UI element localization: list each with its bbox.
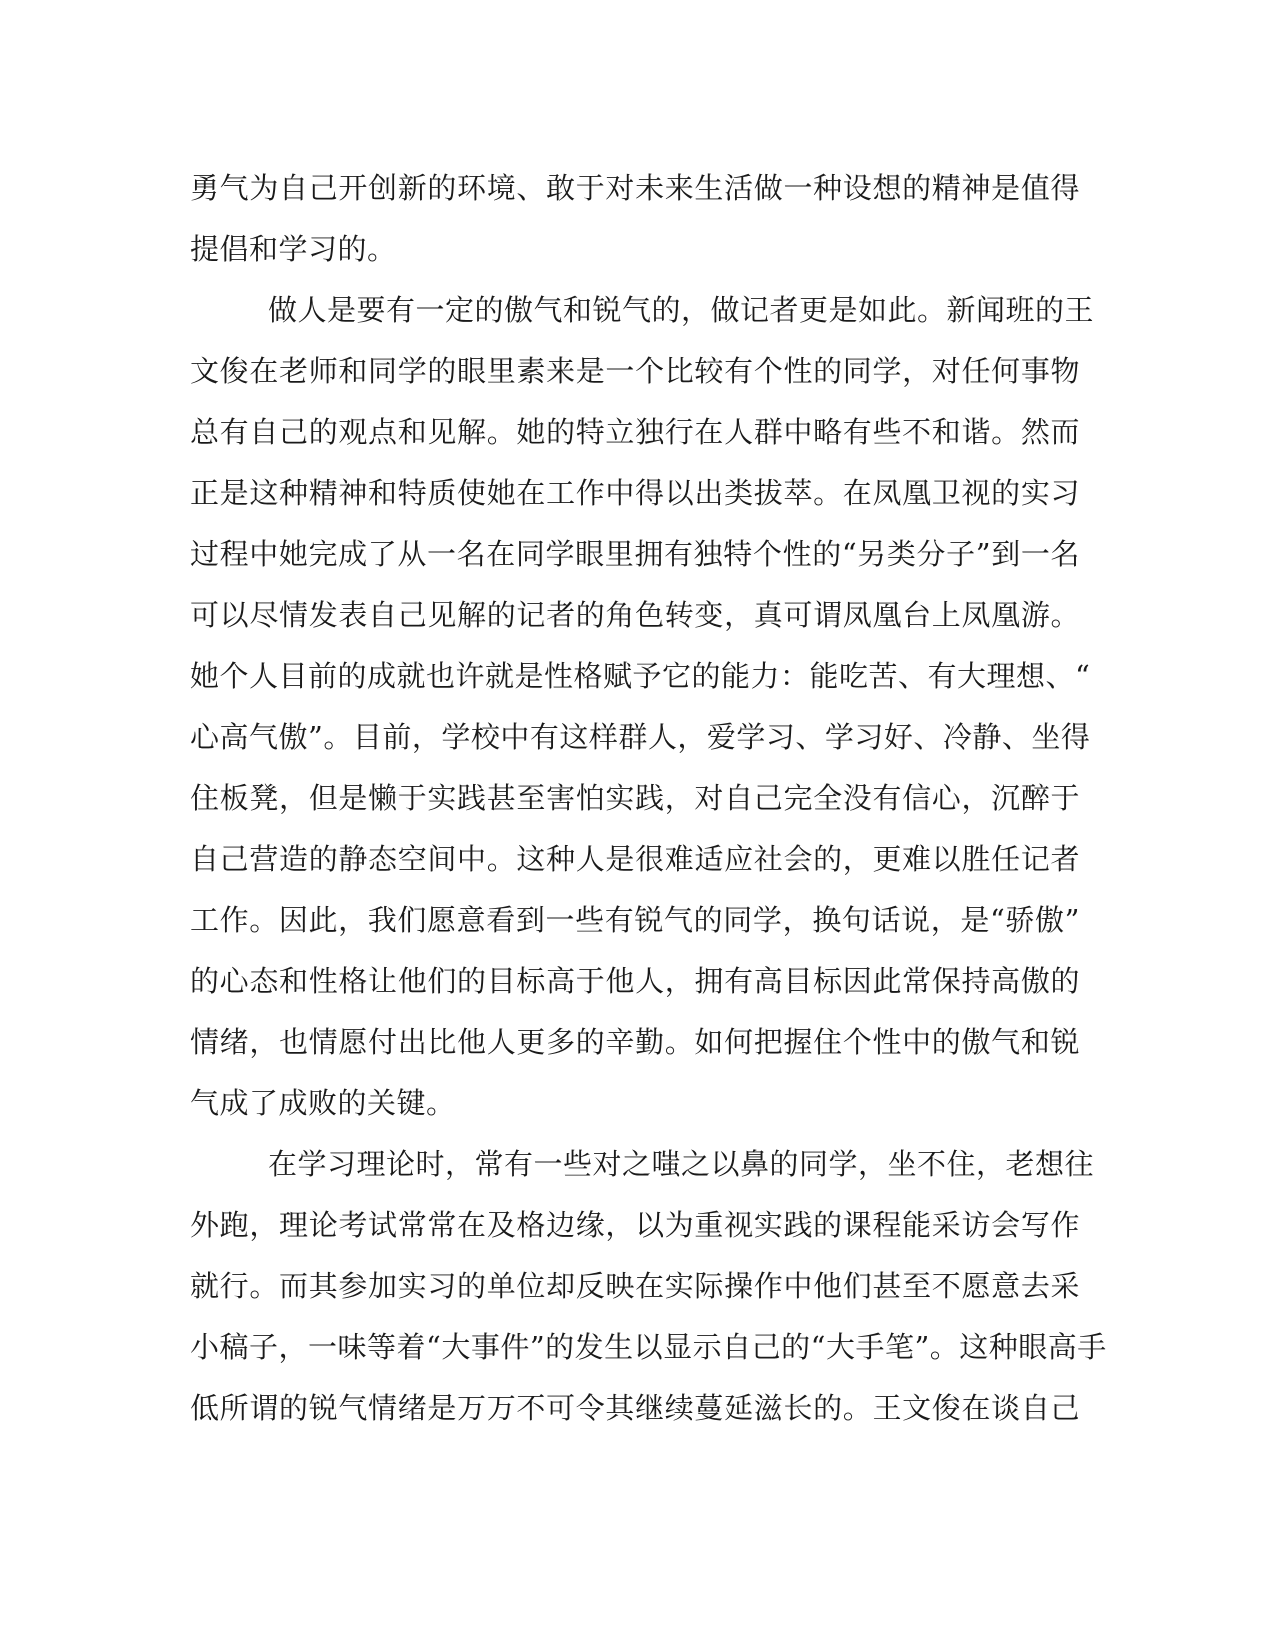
text-line: 在学习理论时，常有一些对之嗤之以鼻的同学，坐不住，老想往: [268, 1147, 1095, 1181]
text-line: 正是这种精神和特质使她在工作中得以出类拔萃。在凤凰卫视的实习: [190, 476, 1080, 510]
text-line: 自己营造的静态空间中。这种人是很难适应社会的，更难以胜任记者: [190, 842, 1080, 876]
text-line: 提倡和学习的。: [190, 232, 397, 266]
text-line: 总有自己的观点和见解。她的特立独行在人群中略有些不和谐。然而: [190, 415, 1080, 449]
text-line: 的心态和性格让他们的目标高于他人，拥有高目标因此常保持高傲的: [190, 964, 1080, 998]
text-line: 工作。因此，我们愿意看到一些有锐气的同学，换句话说，是“骄傲”: [190, 903, 1080, 937]
text-line: 做人是要有一定的傲气和锐气的，做记者更是如此。新闻班的王: [268, 293, 1095, 327]
text-line: 情绪，也情愿付出比他人更多的辛勤。如何把握住个性中的傲气和锐: [190, 1025, 1080, 1059]
body-text: [190, 158, 1107, 1439]
text-line: 住板凳，但是懒于实践甚至害怕实践，对自己完全没有信心，沉醉于: [190, 781, 1080, 815]
text-line: 文俊在老师和同学的眼里素来是一个比较有个性的同学，对任何事物: [190, 354, 1080, 388]
text-line: 外跑，理论考试常常在及格边缘，以为重视实践的课程能采访会写作: [190, 1208, 1080, 1242]
text-line: 勇气为自己开创新的环境、敢于对未来生活做一种设想的精神是值得: [190, 171, 1080, 205]
text-line: 小稿子，一味等着“大事件”的发生以显示自己的“大手笔”。这种眼高手: [190, 1330, 1107, 1364]
text-line: 气成了成败的关键。: [190, 1086, 456, 1120]
text-line: 就行。而其参加实习的单位却反映在实际操作中他们甚至不愿意去采: [190, 1269, 1080, 1303]
text-line: 过程中她完成了从一名在同学眼里拥有独特个性的“另类分子”到一名: [190, 537, 1080, 571]
text-line: 可以尽情发表自己见解的记者的角色转变，真可谓凤凰台上凤凰游。: [190, 598, 1080, 632]
text-line: 低所谓的锐气情绪是万万不可令其继续蔓延滋长的。王文俊在谈自己: [190, 1391, 1080, 1425]
text-line: 心高气傲”。目前，学校中有这样群人，爱学习、学习好、冷静、坐得: [190, 720, 1091, 754]
text-line: 她个人目前的成就也许就是性格赋予它的能力：能吃苦、有大理想、“: [190, 659, 1091, 693]
